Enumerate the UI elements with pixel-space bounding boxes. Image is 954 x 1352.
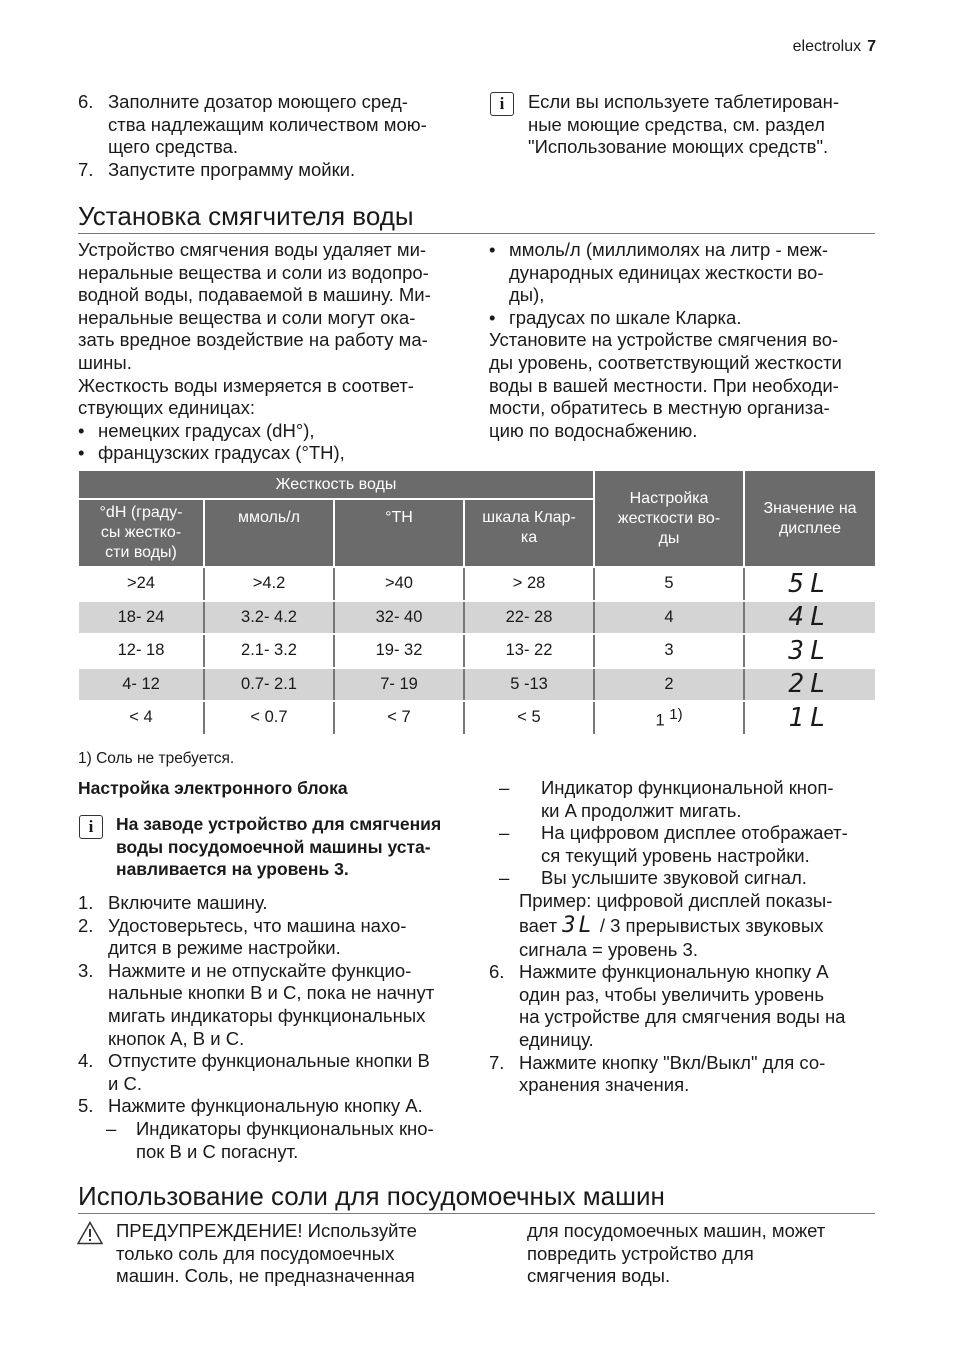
brand-name: electrolux bbox=[792, 38, 862, 55]
table-cell bbox=[744, 634, 876, 668]
info-icon bbox=[490, 92, 514, 116]
list-item: • французских градусах (°TH), bbox=[78, 442, 345, 464]
table-cell bbox=[744, 668, 876, 702]
step-item: 4. Отпустите функциональные кнопки B и C. bbox=[78, 1050, 430, 1094]
table-row bbox=[78, 701, 876, 735]
table-cell: 22- 28 bbox=[464, 601, 594, 635]
example-line: сигнала = уровень 3. bbox=[519, 938, 698, 960]
step-item: 5. Нажмите функциональную кнопку A. bbox=[78, 1095, 423, 1117]
electronic-steps-left bbox=[78, 892, 478, 1163]
table-cell: 13- 22 bbox=[464, 634, 594, 668]
segment-display: 5L bbox=[788, 568, 832, 599]
step-item: 6. Нажмите функциональную кнопку A один раз, чтобы увеличить уровень на устройстве для смягчения воды на единицу. bbox=[489, 961, 846, 1050]
segment-display: 3L bbox=[562, 912, 595, 938]
table-cell: 5 -13 bbox=[464, 668, 594, 702]
list-item: • ммоль/л (миллимолях на литр - меж- дународных единицах жесткости во- ды), bbox=[489, 239, 829, 306]
table-cell: 2 bbox=[594, 668, 744, 702]
footnote-ref: 1) bbox=[669, 705, 683, 723]
table-row bbox=[78, 567, 876, 601]
table-cell: 1 $^{1)}$ bbox=[594, 701, 744, 735]
table-cell: 12- 18 bbox=[78, 634, 204, 668]
table-cell: 32- 40 bbox=[334, 601, 464, 635]
hardness-table bbox=[77, 469, 877, 736]
segment-display: 1L bbox=[788, 702, 832, 733]
sub-item: – Индикатор функциональной кноп- ки A продолжит мигать. bbox=[499, 777, 834, 821]
list-item: • немецких градусах (dH°), bbox=[78, 419, 315, 441]
table-row bbox=[78, 668, 876, 702]
softener-setting-advice: Установите на устройстве смягчения во- ды уровень, соответствующий жесткости воды в вашей местности. При необходи- мости, обратитесь в местную организа- цию по водоснабжению. bbox=[489, 329, 842, 441]
table-row bbox=[78, 601, 876, 635]
table-cell: >4.2 bbox=[204, 567, 334, 601]
electronic-steps-right bbox=[489, 777, 884, 1097]
warning-icon bbox=[77, 1221, 103, 1245]
softener-right-column bbox=[489, 239, 884, 442]
col-header-setting: Настройка жесткости во- ды bbox=[594, 470, 744, 567]
sub-item: – Индикаторы функциональных кно- пок B и C погаснут. bbox=[106, 1117, 434, 1162]
section-title-softener: Установка смягчителя воды bbox=[78, 201, 875, 234]
table-cell: 3 bbox=[594, 634, 744, 668]
table-cell bbox=[744, 567, 876, 601]
col-header-display: Значение на дисплее bbox=[744, 470, 876, 567]
softener-left-column bbox=[78, 239, 473, 465]
table-cell: 19- 32 bbox=[334, 634, 464, 668]
step-6: 6. Заполните дозатор моющего сред- ства надлежащим количеством мою- щего средства. bbox=[78, 91, 427, 158]
list-item: • градусах по шкале Кларка. bbox=[489, 306, 742, 328]
salt-warning-right: для посудомоечных машин, может повредить устройство для смягчения воды. bbox=[527, 1220, 826, 1287]
col-header-clarke: шкала Клар- ка bbox=[464, 499, 594, 567]
table-cell: >24 bbox=[78, 567, 204, 601]
table-cell bbox=[744, 701, 876, 735]
sub-item: – На цифровом дисплее отображает- ся текущий уровень настройки. bbox=[499, 822, 848, 866]
example-line: вает 3L / 3 прерывистых звуковых bbox=[519, 912, 824, 938]
table-cell: 4 bbox=[594, 601, 744, 635]
page-header bbox=[793, 38, 876, 56]
table-cell: 0.7- 2.1 bbox=[204, 668, 334, 702]
softener-intro: Устройство смягчения воды удаляет ми- неральные вещества и соли из водопро- водной воды, подаваемой в машину. Ми- неральные вещества и соли могут ока- зать вредное воздействие на работу ма- шины. bbox=[78, 239, 431, 373]
table-cell: 3.2- 4.2 bbox=[204, 601, 334, 635]
info-icon bbox=[79, 815, 103, 839]
table-group-header: Жесткость воды bbox=[78, 470, 594, 499]
table-cell: < 0.7 bbox=[204, 701, 334, 735]
table-cell bbox=[744, 601, 876, 635]
step-item: 3. Нажмите и не отпускайте функцио- нальные кнопки B и C, пока не начнут мигать индикаторы функциональных кнопок A, B и C. bbox=[78, 959, 435, 1049]
table-cell: < 4 bbox=[78, 701, 204, 735]
top-steps bbox=[78, 91, 478, 181]
sub-item: – Вы услышите звуковой сигнал. bbox=[499, 867, 807, 889]
table-cell: > 28 bbox=[464, 567, 594, 601]
step-item: 1. Включите машину. bbox=[78, 892, 268, 913]
segment-display: 2L bbox=[788, 669, 832, 700]
col-header-dh: °dH (граду- сы жестко- сти воды) bbox=[78, 499, 204, 567]
table-cell: >40 bbox=[334, 567, 464, 601]
top-info-text: Если вы используете таблетирован- ные моющие средства, см. раздел "Использование моющих средств". bbox=[528, 91, 839, 158]
warning-label: ПРЕДУПРЕЖДЕНИЕ! bbox=[116, 1220, 303, 1241]
segment-display: 4L bbox=[788, 602, 832, 633]
step-7: 7. Запустите программу мойки. bbox=[78, 158, 356, 180]
hardness-units-intro: Жесткость воды измеряется в соответ- ствующих единицах: bbox=[78, 374, 414, 419]
section-title-salt: Использование соли для посудомоечных машин bbox=[78, 1181, 875, 1214]
table-footnote: 1) Соль не требуется. bbox=[78, 750, 235, 767]
example-line: Пример: цифровой дисплей показы- bbox=[519, 889, 833, 911]
step-item: 7. Нажмите кнопку "Вкл/Выкл" для со- хранения значения. bbox=[489, 1051, 826, 1096]
page-number: 7 bbox=[867, 38, 876, 55]
col-header-th: °TH bbox=[334, 499, 464, 567]
table-row bbox=[78, 634, 876, 668]
table-cell: < 7 bbox=[334, 701, 464, 735]
salt-warning-left: ПРЕДУПРЕЖДЕНИЕ! Используйте только соль для посудомоечных машин. Соль, не предназначенная bbox=[116, 1220, 417, 1287]
table-cell: 18- 24 bbox=[78, 601, 204, 635]
factory-setting-info: На заводе устройство для смягчения воды посудомоечной машины уста- навливается на уровень 3. bbox=[116, 814, 442, 880]
table-cell: 2.1- 3.2 bbox=[204, 634, 334, 668]
table-cell: 7- 19 bbox=[334, 668, 464, 702]
subsection-title-electronic: Настройка электронного блока bbox=[78, 778, 348, 798]
table-cell: < 5 bbox=[464, 701, 594, 735]
segment-display: 3L bbox=[788, 635, 832, 666]
col-header-mmol: ммоль/л bbox=[204, 499, 334, 567]
table-cell: 4- 12 bbox=[78, 668, 204, 702]
step-item: 2. Удостоверьтесь, что машина нахо- дится в режиме настройки. bbox=[78, 914, 407, 959]
table-cell: 5 bbox=[594, 567, 744, 601]
